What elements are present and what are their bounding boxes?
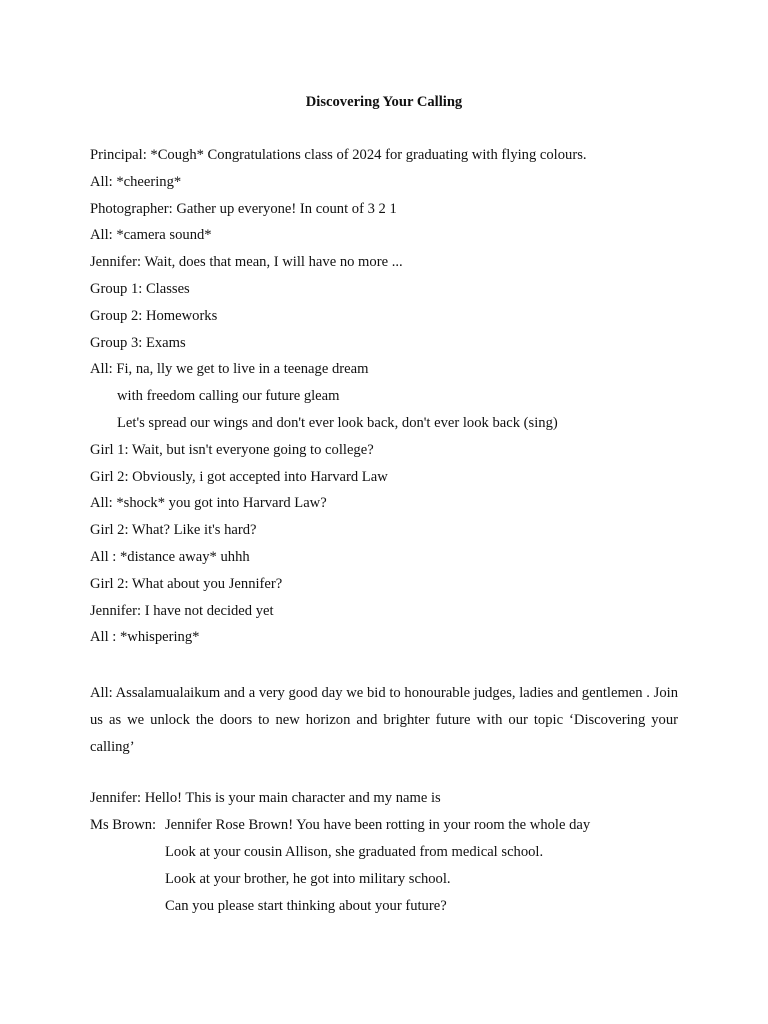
intro-paragraph: All: Assalamualaikum and a very good day we bid to honourable judges, ladies and gentlemen . Join us as we unlock the doors to new horizon and brighter future with our topic ‘Discovering your calling’ [90,685,678,755]
dialogue-line: Girl 2: What about you Jennifer? [90,575,283,592]
dialogue-line: Principal: *Cough* Congratulations class of 2024 for graduating with flying colours. [90,147,587,163]
document-title: Discovering Your Calling [305,94,463,110]
dialogue-line: Jennifer: I have not decided yet [90,602,274,619]
dialogue-line: Photographer: Gather up everyone! In count of 3 2 1 [90,200,397,217]
dialogue-line: Group 3: Exams [90,334,186,351]
ms-brown-line: Look at your brother, he got into military school. [165,871,451,887]
dialogue-line: All : *distance away* uhhh [90,548,250,565]
dialogue-line: All : *whispering* [90,629,200,646]
dialogue-line: Girl 1: Wait, but isn't everyone going to college? [90,441,374,458]
ms-brown-line: Can you please start thinking about your future? [165,898,447,914]
dialogue-line: Group 1: Classes [90,280,190,297]
dialogue-line: Group 2: Homeworks [90,307,218,324]
ms-brown-line: Look at your cousin Allison, she graduated from medical school. [165,844,544,860]
dialogue-line: All: *camera sound* [90,227,212,244]
dialogue-line: All: Fi, na, lly we get to live in a teenage dream [90,361,369,378]
song-lyric-line: with freedom calling our future gleam [117,388,340,405]
ms-brown-lines [165,815,685,923]
dialogue-line: Girl 2: Obviously, i got accepted into Harvard Law [90,468,388,485]
ms-brown-line: Jennifer Rose Brown! You have been rotting in your room the whole day [165,817,591,833]
dialogue-line: Jennifer: Wait, does that mean, I will have no more ... [90,254,403,271]
song-lyric-line: Let's spread our wings and don't ever look back, don't ever look back (sing) [117,414,558,431]
dialogue-line: All: *shock* you got into Harvard Law? [90,495,327,512]
ms-brown-speaker: Ms Brown: [90,817,157,833]
dialogue-line: All: *cheering* [90,173,182,190]
dialogue-line: Girl 2: What? Like it's hard? [90,522,257,539]
jennifer-intro-line: Jennifer: Hello! This is your main character and my name is [90,790,441,806]
dialogue-block [90,145,690,654]
